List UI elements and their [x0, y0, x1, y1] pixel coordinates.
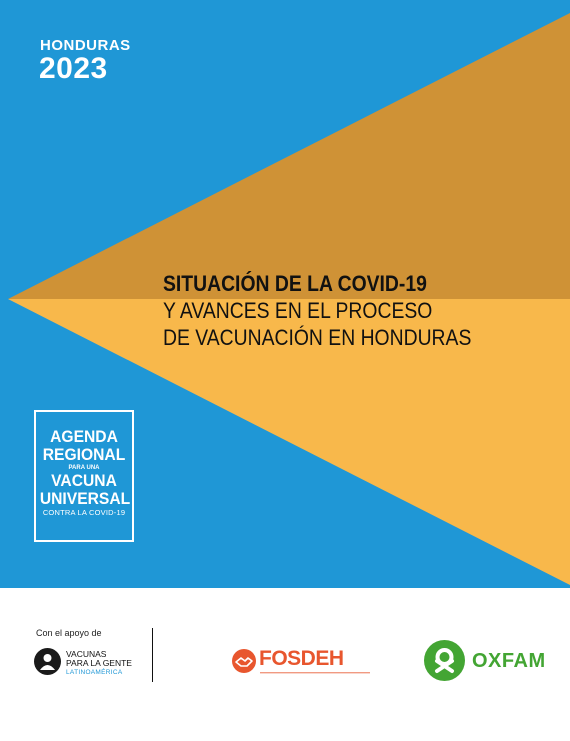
- vpg-line-3: LATINOAMÉRICA: [66, 669, 123, 676]
- vpg-line-2: PARA LA GENTE: [66, 658, 132, 668]
- oxfam-icon: [424, 640, 465, 681]
- vpg-text: [66, 650, 132, 677]
- agenda-line-2: REGIONAL: [42, 445, 126, 464]
- oxfam-logo: [424, 640, 544, 682]
- footer-divider: [152, 628, 153, 682]
- fosdeh-logo: [232, 648, 372, 680]
- fosdeh-name: FOSDEH: [259, 647, 344, 670]
- agenda-line-5: UNIVERSAL: [39, 489, 131, 508]
- country-label: HONDURAS: [40, 37, 131, 54]
- title-line-3: DE VACUNACIÓN EN HONDURAS: [163, 325, 472, 350]
- title-line-1: SITUACIÓN DE LA COVID-19: [163, 271, 427, 296]
- vpg-line-1: VACUNAS: [66, 649, 107, 659]
- vpg-globe-icon: [34, 648, 61, 675]
- agenda-line-1: AGENDA: [50, 427, 118, 446]
- agenda-regional-logo: [34, 410, 134, 542]
- support-label: Con el apoyo de: [36, 628, 102, 638]
- oxfam-name: OXFAM: [472, 650, 546, 672]
- agenda-line-3: PARA UNA: [68, 465, 100, 471]
- agenda-line-6: CONTRA LA COVID-19: [42, 508, 126, 517]
- report-title: [163, 270, 513, 351]
- footer-sponsors: [0, 588, 570, 741]
- fosdeh-tagline-graphic: [260, 671, 370, 675]
- fosdeh-handshake-icon: [232, 649, 256, 673]
- agenda-line-4: VACUNA: [51, 471, 117, 490]
- title-line-2: Y AVANCES EN EL PROCESO: [163, 298, 433, 323]
- year-label: 2023: [39, 52, 108, 85]
- vacunas-para-la-gente-logo: [34, 646, 150, 676]
